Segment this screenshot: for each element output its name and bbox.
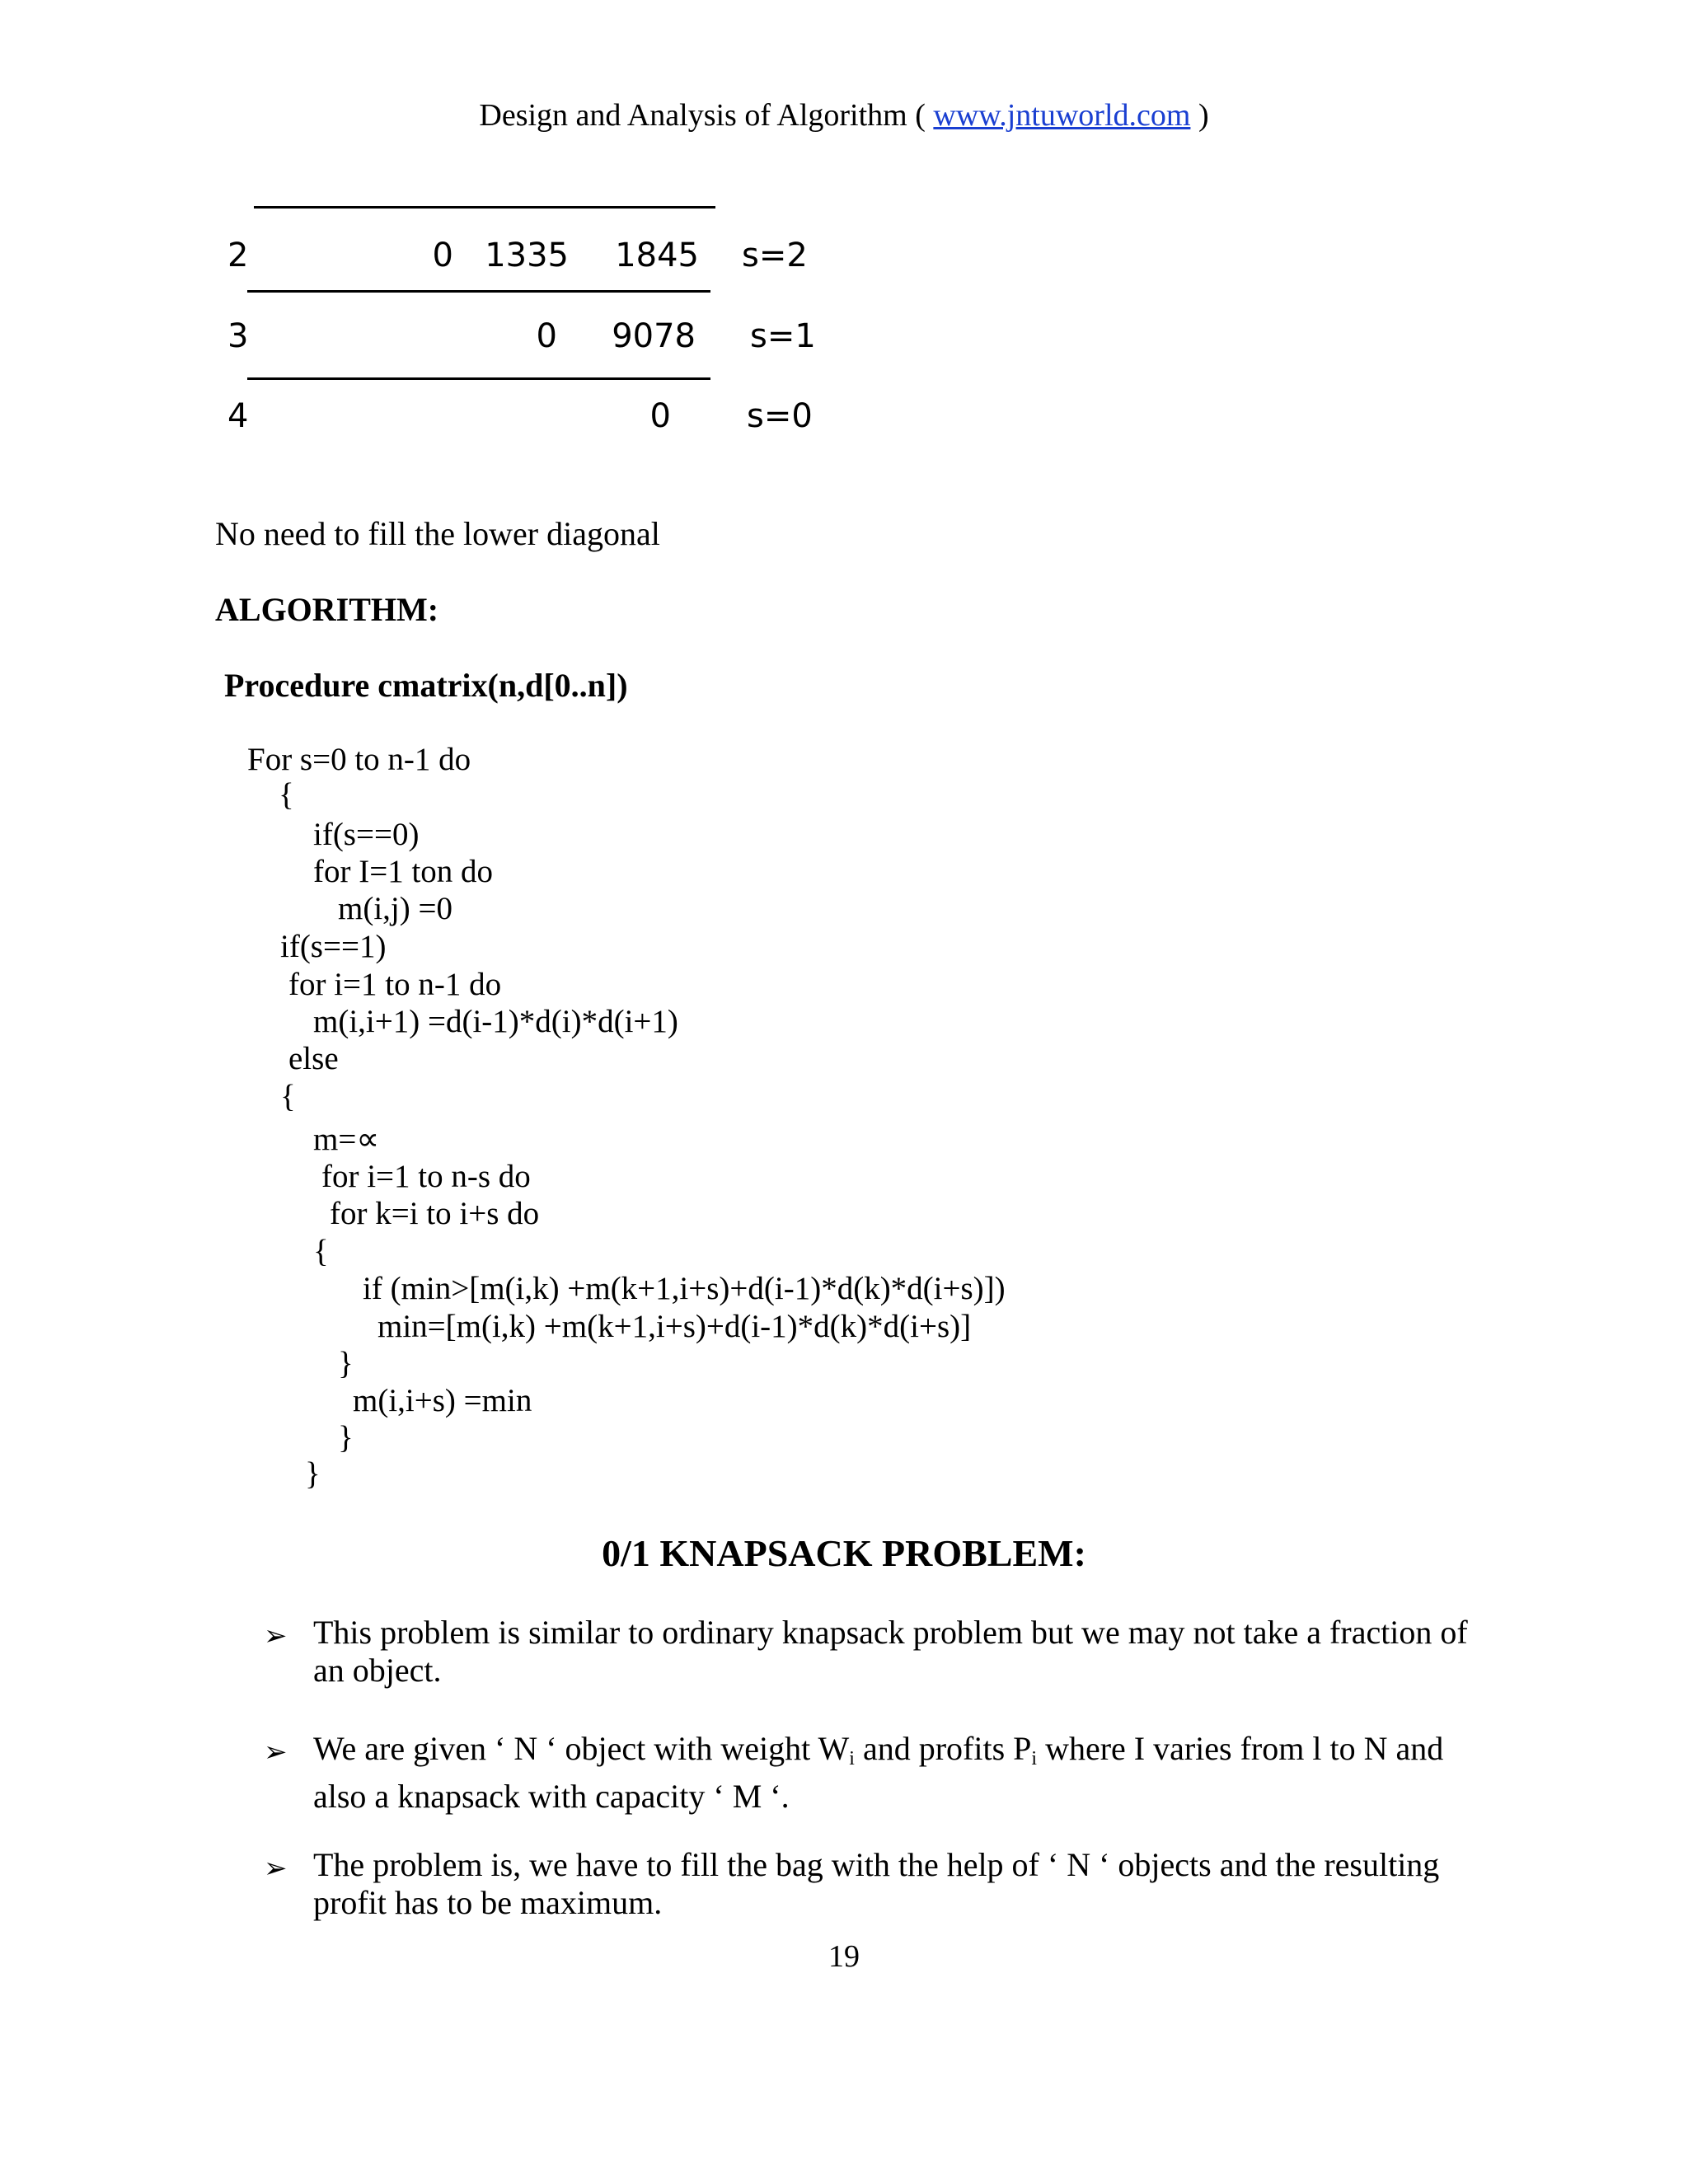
code-line: } [305, 1456, 321, 1492]
code-line: { [280, 1079, 296, 1114]
code-line: } [338, 1346, 354, 1381]
matrix-cell: 0 [536, 317, 557, 355]
row-s-label: s=1 [750, 317, 816, 355]
code-line: if(s==0) [313, 817, 420, 852]
page-number: 19 [828, 1939, 860, 1974]
table-rule [247, 290, 710, 293]
code-line: { [279, 777, 294, 813]
subscript: i [849, 1748, 855, 1769]
code-line: m=∝ [313, 1122, 380, 1157]
code-line: for i=1 to n-1 do [288, 967, 502, 1002]
matrix-cell: 1845 [615, 237, 699, 274]
row-index: 4 [227, 397, 249, 435]
code-line: for k=i to i+s do [330, 1196, 540, 1231]
header-suffix: ) [1190, 98, 1209, 133]
code-line: else [288, 1041, 339, 1076]
bullet-item [313, 1730, 1484, 1816]
procedure-heading: Procedure cmatrix(n,d[0..n]) [224, 667, 628, 704]
note-text: No need to fill the lower diagonal [215, 515, 660, 552]
code-line: min=[m(i,k) +m(k+1,i+s)+d(i-1)*d(k)*d(i+s)] [377, 1309, 972, 1344]
subscript: i [1031, 1748, 1038, 1769]
header-title: Design and Analysis of Algorithm ( [479, 98, 934, 133]
section-title: 0/1 KNAPSACK PROBLEM: [602, 1532, 1086, 1574]
code-line: { [313, 1234, 329, 1269]
row-index: 3 [227, 317, 249, 355]
bullet-arrow-icon: ➢ [264, 1736, 288, 1769]
code-line: } [338, 1420, 354, 1455]
table-rule [254, 206, 715, 209]
matrix-cell: 9078 [612, 317, 696, 355]
row-s-label: s=0 [747, 397, 813, 435]
code-line: if (min>[m(i,k) +m(k+1,i+s)+d(i-1)*d(k)*d(i+s)]) [363, 1271, 1006, 1306]
bullet-item: This problem is similar to ordinary knapsack problem but we may not take a fraction of an object. [313, 1614, 1468, 1689]
algorithm-heading: ALGORITHM: [215, 591, 439, 628]
bullet-text-part: and profits P [854, 1730, 1032, 1767]
bullet-item: The problem is, we have to fill the bag with the help of ‘ N ‘ objects and the resulting profit has to be maximum. [313, 1846, 1440, 1921]
code-line: for i=1 to n-s do [321, 1159, 531, 1194]
bullet-text-part: where I varies from l to N and also a knapsack with capacity ‘ M ‘. [313, 1730, 1444, 1815]
row-s-label: s=2 [742, 237, 808, 274]
code-line: if(s==1) [280, 929, 387, 964]
code-line: For s=0 to n-1 do [247, 742, 471, 777]
bullet-arrow-icon: ➢ [264, 1619, 288, 1652]
header-link[interactable]: www.jntuworld.com [933, 98, 1191, 133]
table-rule [247, 377, 710, 380]
code-line: m(i,i+1) =d(i-1)*d(i)*d(i+1) [313, 1004, 678, 1039]
matrix-cell: 1335 [485, 237, 569, 274]
code-line: m(i,i+s) =min [353, 1383, 532, 1418]
row-index: 2 [227, 237, 249, 274]
matrix-cell: 0 [649, 397, 671, 435]
code-line: for I=1 ton do [313, 854, 494, 889]
bullet-text-part: We are given ‘ N ‘ object with weight W [313, 1730, 850, 1767]
bullet-arrow-icon: ➢ [264, 1852, 288, 1885]
page-header [0, 97, 1688, 134]
matrix-cell: 0 [432, 237, 453, 274]
code-line: m(i,j) =0 [338, 891, 452, 926]
